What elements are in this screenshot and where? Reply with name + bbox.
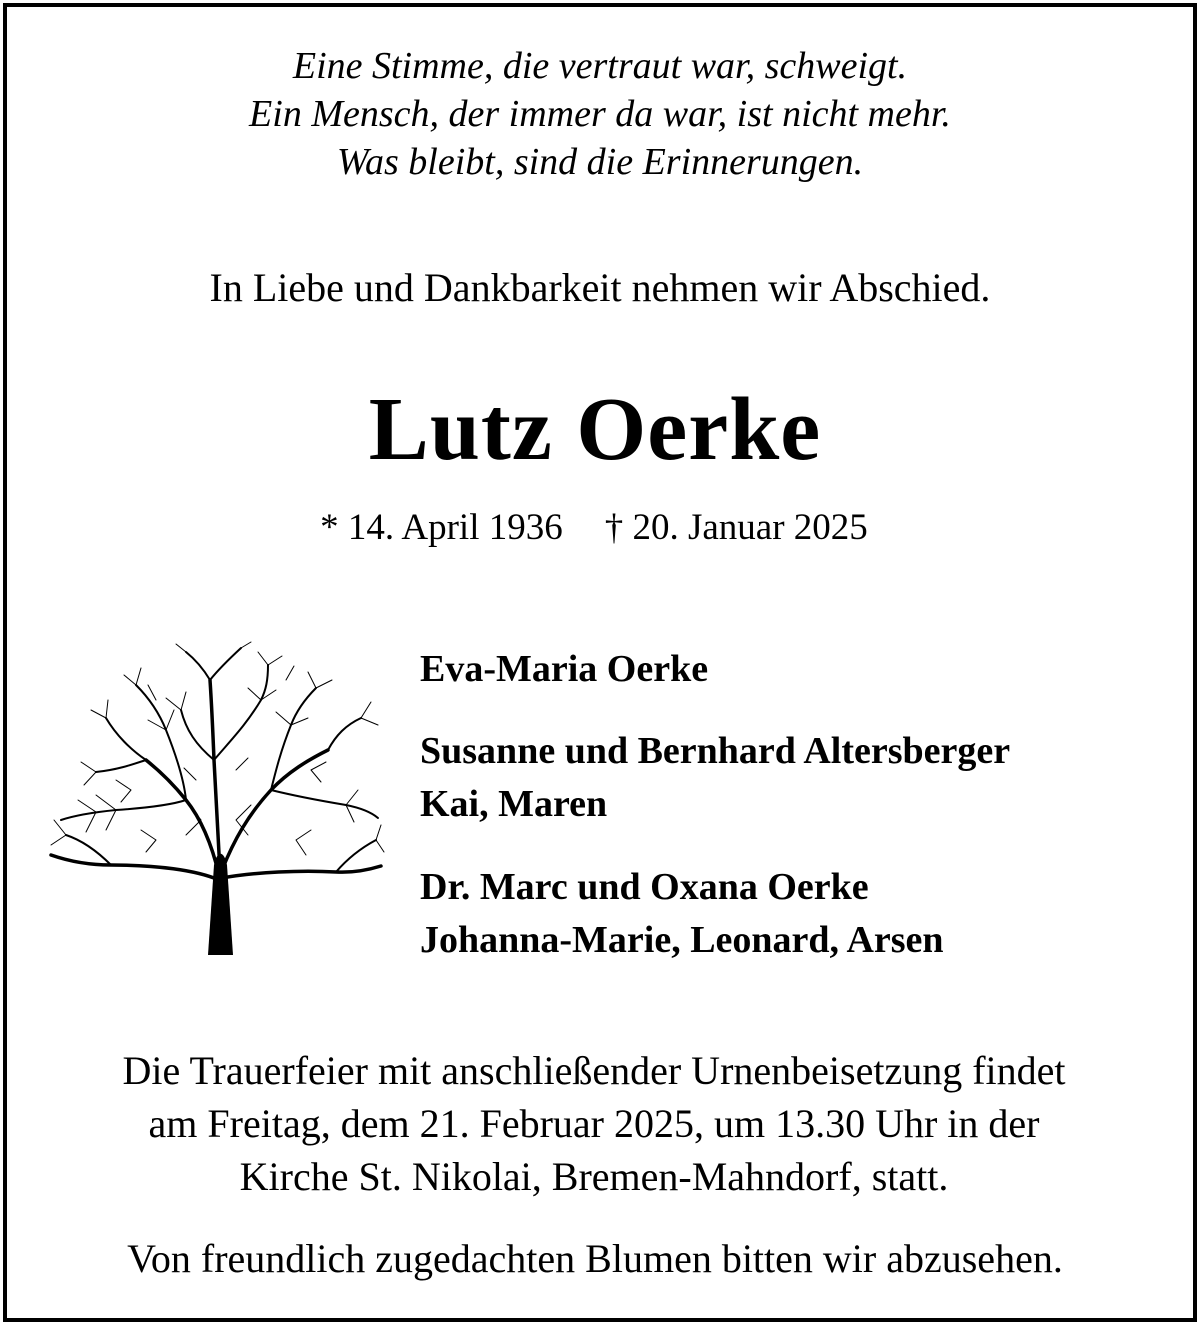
ceremony-line-3: Kirche St. Nikolai, Bremen-Mahndorf, statt. [239,1154,949,1199]
mourner-3: Kai, Maren [420,783,608,825]
mourner-2: Susanne und Bernhard Altersberger [420,730,1011,772]
bare-tree-icon [36,640,386,958]
ceremony-line-1: Die Trauerfeier mit anschließender Urnenbeisetzung findet [122,1048,1066,1093]
mourner-1: Eva-Maria Oerke [420,648,709,690]
life-dates [0,506,1194,550]
farewell-line: In Liebe und Dankbarkeit nehmen wir Abschied. [209,265,991,310]
verse-line-1: Eine Stimme, die vertraut war, schweigt. [292,45,908,87]
mourner-4: Dr. Marc und Oxana Oerke [420,866,869,908]
deceased-name: Lutz Oerke [368,380,822,479]
birth-date: * 14. April 1936 [320,507,563,548]
ceremony-line-2: am Freitag, dem 21. Februar 2025, um 13.30 Uhr in der [148,1101,1040,1146]
verse-line-3: Was bleibt, sind die Erinnerungen. [336,141,864,183]
mourner-5: Johanna-Marie, Leonard, Arsen [420,919,944,961]
death-date: † 20. Januar 2025 [604,507,868,548]
flowers-note: Von freundlich zugedachten Blumen bitten wir abzusehen. [127,1236,1063,1281]
verse-line-2: Ein Mensch, der immer da war, ist nicht mehr. [249,93,951,135]
